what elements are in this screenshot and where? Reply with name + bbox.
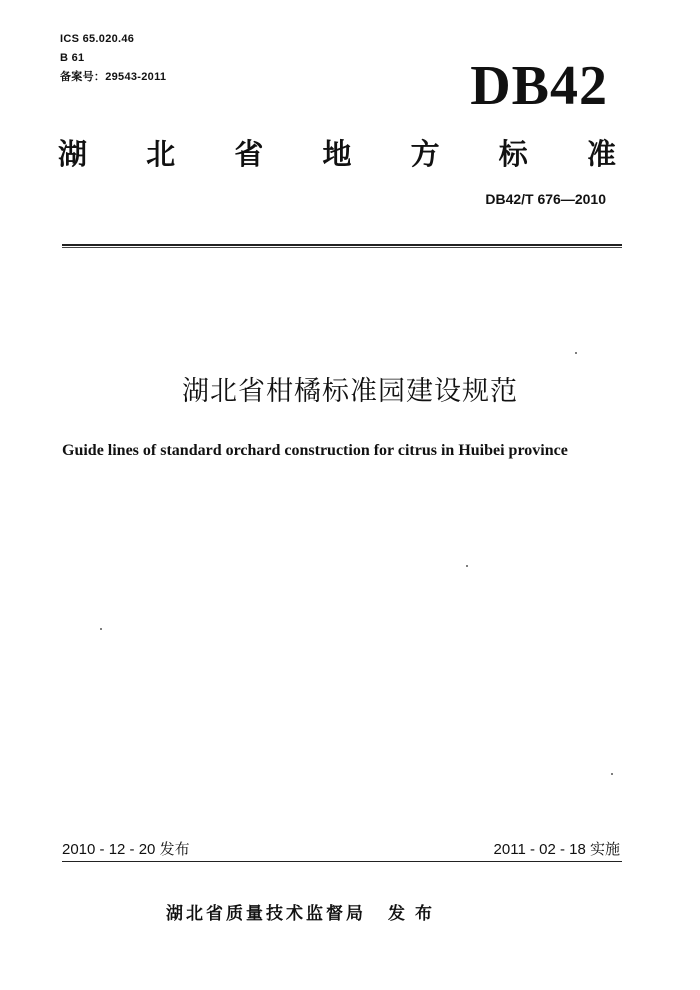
title-chinese: 湖北省柑橘标准园建设规范 [182,376,518,407]
standard-type-char: 地 [322,137,352,171]
scan-speck [466,565,468,567]
implementation-date: 2011 - 02 - 18 实施 [493,841,620,858]
publish-label: 发布 [388,904,442,924]
publisher-line [166,902,442,926]
publisher-name: 湖北省质量技术监督局 [166,904,366,924]
standard-type-char: 湖 [58,137,88,171]
issue-date: 2010 - 12 - 20 发布 [62,841,190,858]
top-divider [62,244,622,248]
ics-code: ICS 65.020.46 [60,33,135,45]
standard-number: DB42/T 676—2010 [485,191,606,207]
standard-type [58,134,616,174]
scan-speck [611,773,613,775]
standard-type-char: 准 [586,137,616,171]
title-english: Guide lines of standard orchard construction for citrus in Huibei province [62,442,568,459]
record-number: 备案号：29543-2011 [60,71,167,83]
standard-type-char: 标 [498,137,528,171]
standard-type-char: 省 [234,137,264,171]
scan-speck [100,628,102,630]
scan-speck [575,352,577,354]
classification-code: B 61 [60,52,85,64]
bottom-divider [62,861,622,862]
standard-type-char: 方 [410,137,440,171]
standard-type-char: 北 [146,137,176,171]
standard-code-logo: DB42 [470,55,608,117]
